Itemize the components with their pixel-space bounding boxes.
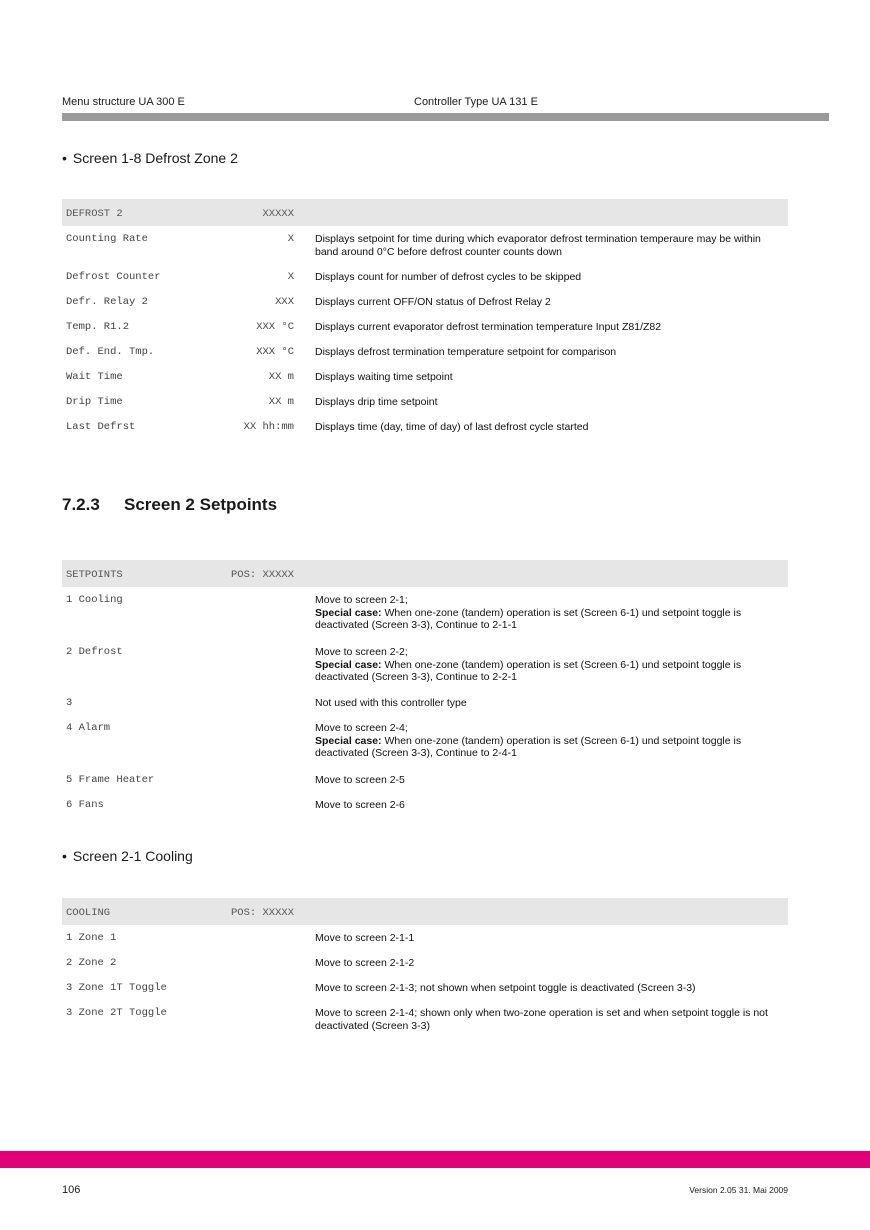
row-label: 2 Defrost [66,646,123,658]
row-desc [315,722,785,760]
row-value: X [287,233,294,245]
special-case-label: Special case: [315,658,382,671]
section-heading [62,495,277,515]
setpoints-table-head [62,560,788,587]
row-label: 6 Fans [66,799,104,811]
defrost-head-label: DEFROST 2 [66,208,123,220]
section-number: 7.2.3 [62,495,100,514]
row-label: 3 [66,697,73,709]
row-desc: Displays drip time setpoint [315,396,438,408]
row-value: XXX [275,296,294,308]
setpoints-head-label: SETPOINTS [66,569,123,581]
desc-line: Move to screen 2-4; [315,722,408,734]
row-desc [315,594,785,632]
row-label: 3 Zone 2T Toggle [66,1007,167,1019]
row-desc: Move to screen 2-1-2 [315,957,415,969]
desc-line: Move to screen 2-1; [315,594,408,606]
row-label: Counting Rate [66,233,148,245]
row-desc: Move to screen 2-6 [315,799,405,811]
row-label: Defrost Counter [66,271,161,283]
row-desc: Displays time (day, time of day) of last defrost cycle started [315,421,589,433]
row-value: XXX °C [256,321,294,333]
row-desc: Not used with this controller type [315,697,467,709]
row-label: 1 Cooling [66,594,123,606]
bullet-icon: • [62,150,67,166]
cooling-bullet-heading [62,848,193,864]
defrost-table [62,199,788,433]
row-desc: Displays defrost termination temperature setpoint for comparison [315,346,617,358]
special-case-text: When one-zone (tandem) operation is set (Screen 6-1) und setpoint toggle is deactivated (Screen 3-3), Continue to 2-4-1 [315,734,742,759]
defrost-heading-text: Screen 1-8 Defrost Zone 2 [72,150,238,166]
bullet-icon: • [62,848,67,864]
row-label: 4 Alarm [66,722,111,734]
setpoints-table [62,560,788,811]
special-case-text: When one-zone (tandem) operation is set (Screen 6-1) und setpoint toggle is deactivated (Screen 3-3), Continue to 2-2-1 [315,658,742,683]
section-title: Screen 2 Setpoints [124,495,278,514]
defrost-table-head [62,199,788,226]
row-label: 1 Zone 1 [66,932,117,944]
setpoints-head-value: POS: XXXXX [230,569,294,581]
header-center-title: Controller Type UA 131 E [414,96,538,108]
defrost-head-value: XXXXX [262,208,294,220]
row-desc: Displays current evaporator defrost termination temperature Input Z81/Z82 [315,321,662,333]
row-label: Wait Time [66,371,123,383]
special-case-text: When one-zone (tandem) operation is set (Screen 6-1) und setpoint toggle is deactivated (Screen 3-3), Continue to 2-1-1 [315,606,742,631]
row-value: XX m [268,396,294,408]
row-desc: Displays setpoint for time during which evaporator defrost termination temperaure may be within band around 0°C before defrost counter counts down [315,233,761,258]
row-label: Temp. R1.2 [66,321,130,333]
header-divider [62,113,829,121]
special-case-label: Special case: [315,606,382,619]
row-desc: Displays count for number of defrost cycles to be skipped [315,271,582,283]
row-label: Drip Time [66,396,123,408]
cooling-head-value: POS: XXXXX [230,907,294,919]
row-value: XXX °C [256,346,294,358]
cooling-heading-text: Screen 2-1 Cooling [72,848,193,864]
footer-accent-bar [0,1151,870,1168]
row-value: X [287,271,294,283]
version-info: Version 2.05 31. Mai 2009 [689,1185,788,1195]
row-label: Defr. Relay 2 [66,296,148,308]
row-value: XX m [268,371,294,383]
row-desc: Displays waiting time setpoint [315,371,453,383]
row-desc [315,646,785,684]
cooling-head-label: COOLING [66,907,111,919]
header-left-title: Menu structure UA 300 E [62,96,185,108]
row-label: Def. End. Tmp. [66,346,155,358]
cooling-table [62,898,788,1032]
desc-line: Move to screen 2-2; [315,646,408,658]
row-desc: Move to screen 2-5 [315,774,405,786]
cooling-table-head [62,898,788,925]
row-desc: Move to screen 2-1-1 [315,932,415,944]
row-desc: Move to screen 2-1-3; not shown when setpoint toggle is deactivated (Screen 3-3) [315,982,696,994]
row-label: 3 Zone 1T Toggle [66,982,167,994]
row-label: 2 Zone 2 [66,957,117,969]
row-label: Last Defrst [66,421,136,433]
row-label: 5 Frame Heater [66,774,155,786]
defrost-bullet-heading [62,150,238,166]
page-number: 106 [62,1184,81,1196]
row-desc: Displays current OFF/ON status of Defrost Relay 2 [315,296,551,308]
row-value: XX hh:mm [243,421,294,433]
special-case-label: Special case: [315,734,382,747]
row-desc: Move to screen 2-1-4; shown only when two-zone operation is set and when setpoint toggle is not deactivated (Screen 3-3) [315,1007,768,1032]
